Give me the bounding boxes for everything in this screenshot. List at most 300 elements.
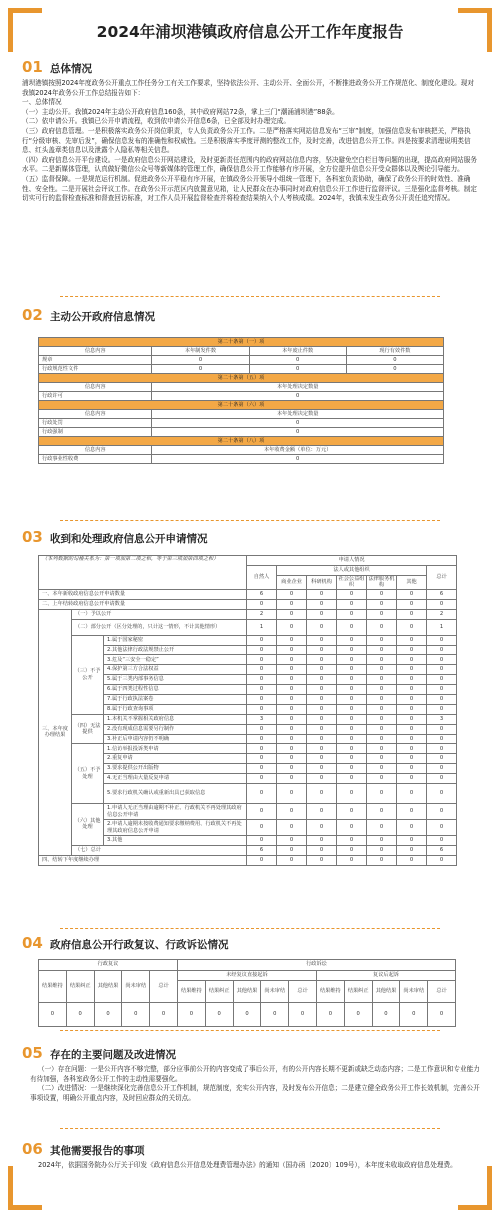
table-cell: 0 [397, 589, 427, 599]
section-number: 04 [22, 934, 43, 952]
table-cell: 0 [337, 724, 367, 734]
table-cell: 0 [307, 784, 337, 804]
table-cell: 0 [367, 845, 397, 855]
table-cell: 0 [247, 665, 277, 675]
table-cell: 0 [177, 1003, 205, 1027]
section-title: 政府信息公开行政复议、行政诉讼情况 [50, 939, 229, 951]
table-cell: 0 [427, 784, 457, 804]
table-cell: 0 [428, 1003, 456, 1027]
table-cell: 0 [289, 1003, 317, 1027]
table-cell: 0 [337, 704, 367, 714]
table-cell: 0 [337, 855, 367, 865]
table-cell: 0 [337, 665, 367, 675]
table-cell: 0 [344, 1003, 372, 1027]
table-cell: 0 [397, 714, 427, 724]
table-cell: 0 [247, 734, 277, 744]
table-cell: 0 [205, 1003, 233, 1027]
table-cell: 0 [247, 635, 277, 645]
table-cell: 0 [397, 774, 427, 784]
table-cell: 0 [307, 619, 337, 635]
table-cell: （二）部分公开（区分处理的，只计这一情形，不计其他情形） [72, 619, 247, 635]
table-row [39, 410, 444, 419]
table-cell: 0 [277, 754, 307, 764]
table-cell: 0 [247, 694, 277, 704]
table-cell: 0 [397, 724, 427, 734]
table-cell: 0 [247, 774, 277, 784]
table-cell: 0 [277, 675, 307, 685]
paragraph: （一）存在问题：一是公开内容不够完整，部分应事前公开的内容变成了事后公开，有的公开内容长期不更新或缺乏动态内容；二是工作意识和专业能力有待加强，各科室政务公开工作的主动性需要强化。 [30, 1065, 480, 1083]
table-cell: 0 [307, 599, 337, 609]
table-cell: 0 [152, 365, 249, 374]
table-cell: 0 [397, 784, 427, 804]
table-row [39, 419, 444, 428]
table-cell: 2.没有现成信息需要另行制作 [104, 724, 247, 734]
table-cell: 0 [307, 744, 337, 754]
table-cell: 0 [427, 685, 457, 695]
table-cell: 0 [337, 694, 367, 704]
table-cell: 0 [337, 804, 367, 820]
table-cell: 0 [307, 855, 337, 865]
table-cell: 0 [307, 724, 337, 734]
table-cell: 5.属于三类内部事务信息 [104, 675, 247, 685]
table-row [39, 635, 457, 645]
table-row [39, 1003, 456, 1027]
table-cell: 0 [152, 392, 444, 401]
section-review-litigation [22, 934, 480, 1027]
table-cell: 0 [367, 665, 397, 675]
paragraph: （一）主动公开。我镇2024年主动公开政府信息160条，其中政府网站72条，掌上三门“潮涌浦坝港”88条。 [22, 107, 339, 116]
table-cell: 0 [337, 764, 367, 774]
table-cell: 0 [397, 665, 427, 675]
column-header: 其他结果 [233, 981, 261, 1003]
table-cell: 3.危及“三安全一稳定” [104, 655, 247, 665]
group-header: 第二十条第（八）项 [39, 437, 444, 446]
table-cell: 0 [367, 619, 397, 635]
table-cell: 1.属于国家秘密 [104, 635, 247, 645]
table-cell: 0 [397, 704, 427, 714]
column-header: 总计 [150, 970, 178, 1003]
table-cell: 0 [367, 820, 397, 836]
table-cell: 1.信访举报投诉类申请 [104, 744, 247, 754]
section-title: 总体情况 [50, 63, 92, 75]
table-cell: 0 [307, 774, 337, 784]
section-number: 06 [22, 1140, 43, 1158]
table-cell: 0 [337, 599, 367, 609]
table-cell: 0 [337, 820, 367, 836]
section-requests [22, 528, 480, 866]
table-row [39, 401, 444, 410]
table-cell: 0 [337, 635, 367, 645]
column-header: 尚未审结 [400, 981, 428, 1003]
table-cell: 0 [247, 685, 277, 695]
table-row [39, 383, 444, 392]
table-cell: 0 [277, 685, 307, 695]
page-title: 2024年浦坝港镇政府信息公开工作年度报告 [96, 23, 404, 41]
table-cell: 0 [277, 655, 307, 665]
table-cell: 0 [337, 784, 367, 804]
table-cell: 0 [277, 694, 307, 704]
table-cell: 0 [249, 365, 346, 374]
table-row [39, 599, 457, 609]
table-row [39, 609, 457, 619]
table-cell: 7.属于行政执法案卷 [104, 694, 247, 704]
table-cell: 0 [247, 804, 277, 820]
table-cell: 0 [277, 609, 307, 619]
section-divider [60, 296, 440, 297]
row-group-label: （五）不予处理 [72, 744, 104, 804]
table-cell: 0 [367, 685, 397, 695]
table-cell: （一）予以公开 [72, 609, 247, 619]
column-header: 结果纠正 [66, 970, 94, 1003]
table-cell: 0 [427, 645, 457, 655]
table-cell: 1.申请人无正当理由逾期不补正、行政机关不再处理其政府信息公开申请 [104, 804, 247, 820]
table-cell: 2 [427, 609, 457, 619]
table-cell: 0 [277, 619, 307, 635]
table-cell: 0 [122, 1003, 150, 1027]
table-cell: 0 [346, 365, 443, 374]
table-cell: 0 [152, 455, 444, 464]
table-cell: 0 [397, 764, 427, 774]
table-cell: 0 [397, 599, 427, 609]
table-cell: 0 [247, 754, 277, 764]
section-title: 收到和处理政府信息公开申请情况 [50, 533, 208, 545]
table-cell: 0 [337, 589, 367, 599]
table-cell: 0 [277, 734, 307, 744]
table-cell: 0 [367, 836, 397, 846]
row-group-label: （三）不予公开 [72, 635, 104, 714]
table-cell: 0 [397, 845, 427, 855]
group-header: 第二十条第（一）项 [39, 338, 444, 347]
table-row [39, 428, 444, 437]
column-header: 行政诉讼 [177, 960, 455, 971]
table-cell: 0 [307, 685, 337, 695]
section-problems [22, 1044, 480, 1103]
table-cell: 0 [39, 1003, 67, 1027]
column-header: 总计 [427, 565, 457, 589]
table-row [39, 455, 444, 464]
table-cell: 0 [277, 714, 307, 724]
column-header: 结果维持 [39, 970, 67, 1003]
table-cell: 3.补正后申请内容仍不明确 [104, 734, 247, 744]
table-cell: 二、上年结转政府信息公开申请数量 [39, 599, 247, 609]
table-cell: 0 [307, 655, 337, 665]
table-cell: 6 [247, 589, 277, 599]
column-header: 信息内容 [39, 383, 152, 392]
row-group-label: （六）其他处理 [72, 804, 104, 846]
column-header: 其他 [397, 575, 427, 589]
column-header: 本年处理决定数量 [152, 410, 444, 419]
table-cell: 0 [337, 685, 367, 695]
column-header: 其他结果 [372, 981, 400, 1003]
column-header: 信息内容 [39, 410, 152, 419]
table-cell: 0 [247, 675, 277, 685]
table-cell: 0 [307, 714, 337, 724]
table-cell: 8.属于行政查询事项 [104, 704, 247, 714]
column-header: 法律服务机构 [367, 575, 397, 589]
table-cell: 0 [367, 744, 397, 754]
table-row [39, 845, 457, 855]
column-header: 自然人 [247, 565, 277, 589]
table-cell: 0 [397, 836, 427, 846]
table-cell: 四、结转下年度继续办理 [39, 855, 247, 865]
table-cell: 0 [337, 774, 367, 784]
table-cell: 0 [397, 655, 427, 665]
table-cell: 0 [397, 685, 427, 695]
paragraph: （三）政府信息管理。一是积极落实政务公开岗位职责，专人负责政务公开工作。二是严格落实网站信息发布“三审”制度，加强信息发布审核把关，严格执行“分级审核、先审后发”，确保信息发布的准确性和权威性。三是积极落实季度评测的整改工作，及时完善，改进信息公开工作。四是按要求清理说明类信息、红头盖章类信息以及泄露个人隐私等相关信息。 [22, 126, 471, 155]
table-cell: 0 [307, 804, 337, 820]
table-cell: 4.无正当理由大量反复申请 [104, 774, 247, 784]
column-header: 本年废止件数 [249, 347, 346, 356]
table-cell: 0 [372, 1003, 400, 1027]
column-header: 申请人情况 [247, 556, 457, 566]
section-active-disclosure [22, 306, 480, 464]
row-group-label: 三、本年度办理结果 [39, 609, 72, 855]
table-cell: 0 [277, 804, 307, 820]
table-row [39, 365, 444, 374]
table-cell: 0 [94, 1003, 122, 1027]
table-cell: 0 [367, 694, 397, 704]
table-row [39, 437, 444, 446]
table-cell: 0 [277, 599, 307, 609]
table-cell: 0 [307, 589, 337, 599]
paragraph: （二）依申请公开。我镇已公开申请流程，收到依申请公开信息6条，已全部及时办理完成。 [22, 117, 290, 126]
table-cell: 0 [397, 694, 427, 704]
table-cell: 0 [397, 820, 427, 836]
column-header: 尚未审结 [261, 981, 289, 1003]
table-cell: 3.其他 [104, 836, 247, 846]
table-cell: 6.属于四类过程性信息 [104, 685, 247, 695]
table-cell: 0 [337, 754, 367, 764]
table-cell: 0 [346, 356, 443, 365]
table-cell: 0 [427, 724, 457, 734]
column-header: 行政复议 [39, 960, 178, 971]
table-cell: 行政事业性收费 [39, 455, 152, 464]
table-cell: 0 [307, 764, 337, 774]
paragraph: （五）监督保障。一是规范运行机制。促进政务公开平稳有序开展，在镇政务公开领导小组统一管理下，各科室负责协助，确保了政务公开的时效性、准确性、安全性。二是开展社会评议工作。在政务公开示范区内放置意见箱，让人民群众在办事同时对政府信息公开工作进行监督评议。三是强化监督考核。制定切实可行的监督检查标准和督查回访标准，对工作人员开展监督检查并将检查结果纳入个人考核成绩。2024年，我镇未发生政务公开责任追究情况。 [22, 174, 477, 203]
requests-table [38, 555, 457, 866]
table-cell: 0 [427, 820, 457, 836]
table-cell: 0 [66, 1003, 94, 1027]
table-cell: 0 [427, 744, 457, 754]
table-cell: 0 [307, 694, 337, 704]
table-cell: 0 [397, 609, 427, 619]
table-cell: 0 [367, 675, 397, 685]
table-cell: 0 [307, 820, 337, 836]
table-cell: 0 [150, 1003, 178, 1027]
table-cell: 0 [277, 724, 307, 734]
table-cell: 0 [307, 609, 337, 619]
table-cell: 0 [427, 764, 457, 774]
table-cell: 0 [397, 855, 427, 865]
table-cell: 0 [277, 635, 307, 645]
column-header: 商业企业 [277, 575, 307, 589]
table-cell: 0 [367, 724, 397, 734]
table-cell: 0 [316, 1003, 344, 1027]
table-row [39, 589, 457, 599]
table-cell: 0 [337, 655, 367, 665]
table-cell: 0 [277, 665, 307, 675]
table-cell: 0 [427, 774, 457, 784]
table-cell: 0 [427, 804, 457, 820]
paragraph: 一、总体情况 [22, 98, 62, 107]
table-row [39, 744, 457, 754]
table-cell: 6 [427, 589, 457, 599]
section-title: 存在的主要问题及改进情况 [50, 1049, 176, 1061]
table-cell: 0 [277, 774, 307, 784]
table-cell: 0 [337, 645, 367, 655]
table-cell: 0 [307, 836, 337, 846]
column-header: 尚未审结 [122, 970, 150, 1003]
table-cell: 0 [367, 804, 397, 820]
column-header: 现行有效件数 [346, 347, 443, 356]
table-cell: 行政规范性文件 [39, 365, 152, 374]
column-header: 本年收费金额（单位：万元） [152, 446, 444, 455]
table-cell: 0 [397, 635, 427, 645]
corner-bottom-right [458, 1166, 492, 1210]
table-row [39, 970, 456, 981]
table-cell: 0 [337, 619, 367, 635]
table-cell: 规章 [39, 356, 152, 365]
table-cell: 一、本年新收政府信息公开申请数量 [39, 589, 247, 599]
table-cell: 0 [367, 704, 397, 714]
table-cell: 2.其他法律行政法规禁止公开 [104, 645, 247, 655]
section-divider [60, 1128, 440, 1129]
table-cell: 0 [337, 744, 367, 754]
column-header: 未经复议直接起诉 [177, 970, 316, 981]
table-cell: 0 [277, 704, 307, 714]
table-cell: 2.重复申请 [104, 754, 247, 764]
table-cell: 3 [427, 714, 457, 724]
table-cell: 0 [247, 724, 277, 734]
table-cell: 0 [427, 665, 457, 675]
table-row [39, 446, 444, 455]
table-cell: 0 [427, 655, 457, 665]
table-row [39, 556, 457, 566]
note-cell: （本列数据的勾稽关系为：第一项加第二项之和，等于第三项加第四项之和） [39, 556, 247, 590]
column-header: 科研机构 [307, 575, 337, 589]
table-cell: 0 [337, 675, 367, 685]
table-cell: 0 [247, 764, 277, 774]
table-cell: 0 [233, 1003, 261, 1027]
table-cell: 0 [249, 356, 346, 365]
table-cell: 0 [427, 855, 457, 865]
group-header: 第二十条第（五）项 [39, 374, 444, 383]
table-row [39, 619, 457, 635]
section-number: 05 [22, 1044, 43, 1062]
table-row [39, 855, 457, 865]
table-cell: 0 [337, 609, 367, 619]
table-row [39, 347, 444, 356]
section-title: 主动公开政府信息情况 [50, 311, 155, 323]
table-cell: 0 [277, 784, 307, 804]
table-cell: 1 [247, 619, 277, 635]
table-cell: 2.申请人逾期未按收费通知要求缴纳费用、行政机关不再处理其政府信息公开申请 [104, 820, 247, 836]
section-title: 其他需要报告的事项 [50, 1145, 145, 1157]
table-cell: 0 [367, 609, 397, 619]
table-cell: 0 [367, 599, 397, 609]
column-header: 总计 [289, 981, 317, 1003]
table-cell: 0 [247, 704, 277, 714]
table-cell: 0 [307, 665, 337, 675]
table-cell: 1.本机关不掌握相关政府信息 [104, 714, 247, 724]
row-group-label: （四）无法提供 [72, 714, 104, 744]
table-cell: 0 [337, 734, 367, 744]
section-divider [60, 520, 440, 521]
table-row [39, 960, 456, 971]
table-cell: 0 [247, 784, 277, 804]
section-number: 02 [22, 306, 43, 324]
table-cell: 0 [277, 845, 307, 855]
table-cell: 0 [367, 589, 397, 599]
table-cell: 0 [400, 1003, 428, 1027]
table-cell: 0 [397, 619, 427, 635]
paragraph: 2024年，依据国务院办公厅关于印发《政府信息公开信息处理费管理办法》的通知（国办函〔2020〕109号），本年度未收取政府信息处理费。 [38, 1161, 457, 1169]
section-number: 01 [22, 58, 43, 76]
table-cell: 0 [427, 734, 457, 744]
column-header: 结果维持 [316, 981, 344, 1003]
column-header: 法人或其他组织 [277, 565, 427, 575]
table-cell: 0 [397, 754, 427, 764]
paragraph: （二）改进情况：一是继续深化完善信息公开工作机制，规范制度，充实公开内容，及时发布公开信息；二是建立健全政务公开工作长效机制，完善公开事项设置，明确公开重点内容，及时回应群众的关切点。 [30, 1084, 480, 1102]
table-cell: 0 [277, 744, 307, 754]
table-cell: 0 [152, 428, 444, 437]
table-cell: 0 [307, 645, 337, 655]
table-cell: 0 [277, 836, 307, 846]
column-header: 结果纠正 [344, 981, 372, 1003]
table-cell: 0 [397, 804, 427, 820]
table-cell: 6 [427, 845, 457, 855]
table-cell: 1 [427, 619, 457, 635]
table-cell: 0 [337, 836, 367, 846]
table-cell: 3 [247, 714, 277, 724]
table-row [39, 714, 457, 724]
section-number: 03 [22, 528, 43, 546]
table-cell: 0 [367, 635, 397, 645]
table-cell: 4.保护第三方合法权益 [104, 665, 247, 675]
table-cell: 0 [397, 744, 427, 754]
table-row [39, 804, 457, 820]
table-cell: 2 [247, 609, 277, 619]
table-cell: 5.要求行政机关确认或重新出具已获取信息 [104, 784, 247, 804]
paragraph: （四）政府信息公开平台建设。一是政府信息公开网站建设，及时更新责任范围内的政府网站信息内容，坚决避免空白栏目等问题的出现，提高政府网站服务水平。二是新媒体管理，认真做好微信公众号等新媒体的管理工作，确保信息公开工作能够有序开展，全方位提升信息公开受众群体以及舆论引导能力。 [22, 155, 477, 174]
column-header: 本年制发件数 [152, 347, 249, 356]
column-header: 信息内容 [39, 446, 152, 455]
table-cell: 6 [247, 845, 277, 855]
table-cell: 0 [247, 855, 277, 865]
table-cell: 0 [337, 845, 367, 855]
section-divider [60, 928, 440, 929]
table-cell: 0 [367, 655, 397, 665]
table-cell: 0 [247, 599, 277, 609]
table-cell: 0 [277, 589, 307, 599]
section-overview [22, 58, 480, 204]
section-body [22, 79, 480, 204]
table-cell: 0 [397, 675, 427, 685]
table-cell: 0 [427, 704, 457, 714]
table-cell: 0 [397, 645, 427, 655]
table-cell: 0 [247, 820, 277, 836]
column-header: 结果维持 [177, 981, 205, 1003]
paragraph: 浦坝港镇按照2024年度政务公开重点工作任务分工有关工作要求，坚持依法公开、主动公开、全面公开，不断推进政务公开工作规范化、制度化建设。现对我镇2024年政务公开工作总结报告如下： [22, 79, 474, 97]
section-divider [60, 1030, 440, 1031]
table-cell: 0 [367, 734, 397, 744]
table-cell: 0 [307, 845, 337, 855]
table-cell: 0 [397, 734, 427, 744]
table-cell: 0 [427, 836, 457, 846]
table-cell: 0 [247, 645, 277, 655]
section-body [30, 1161, 480, 1171]
section-other-matters [22, 1140, 480, 1171]
